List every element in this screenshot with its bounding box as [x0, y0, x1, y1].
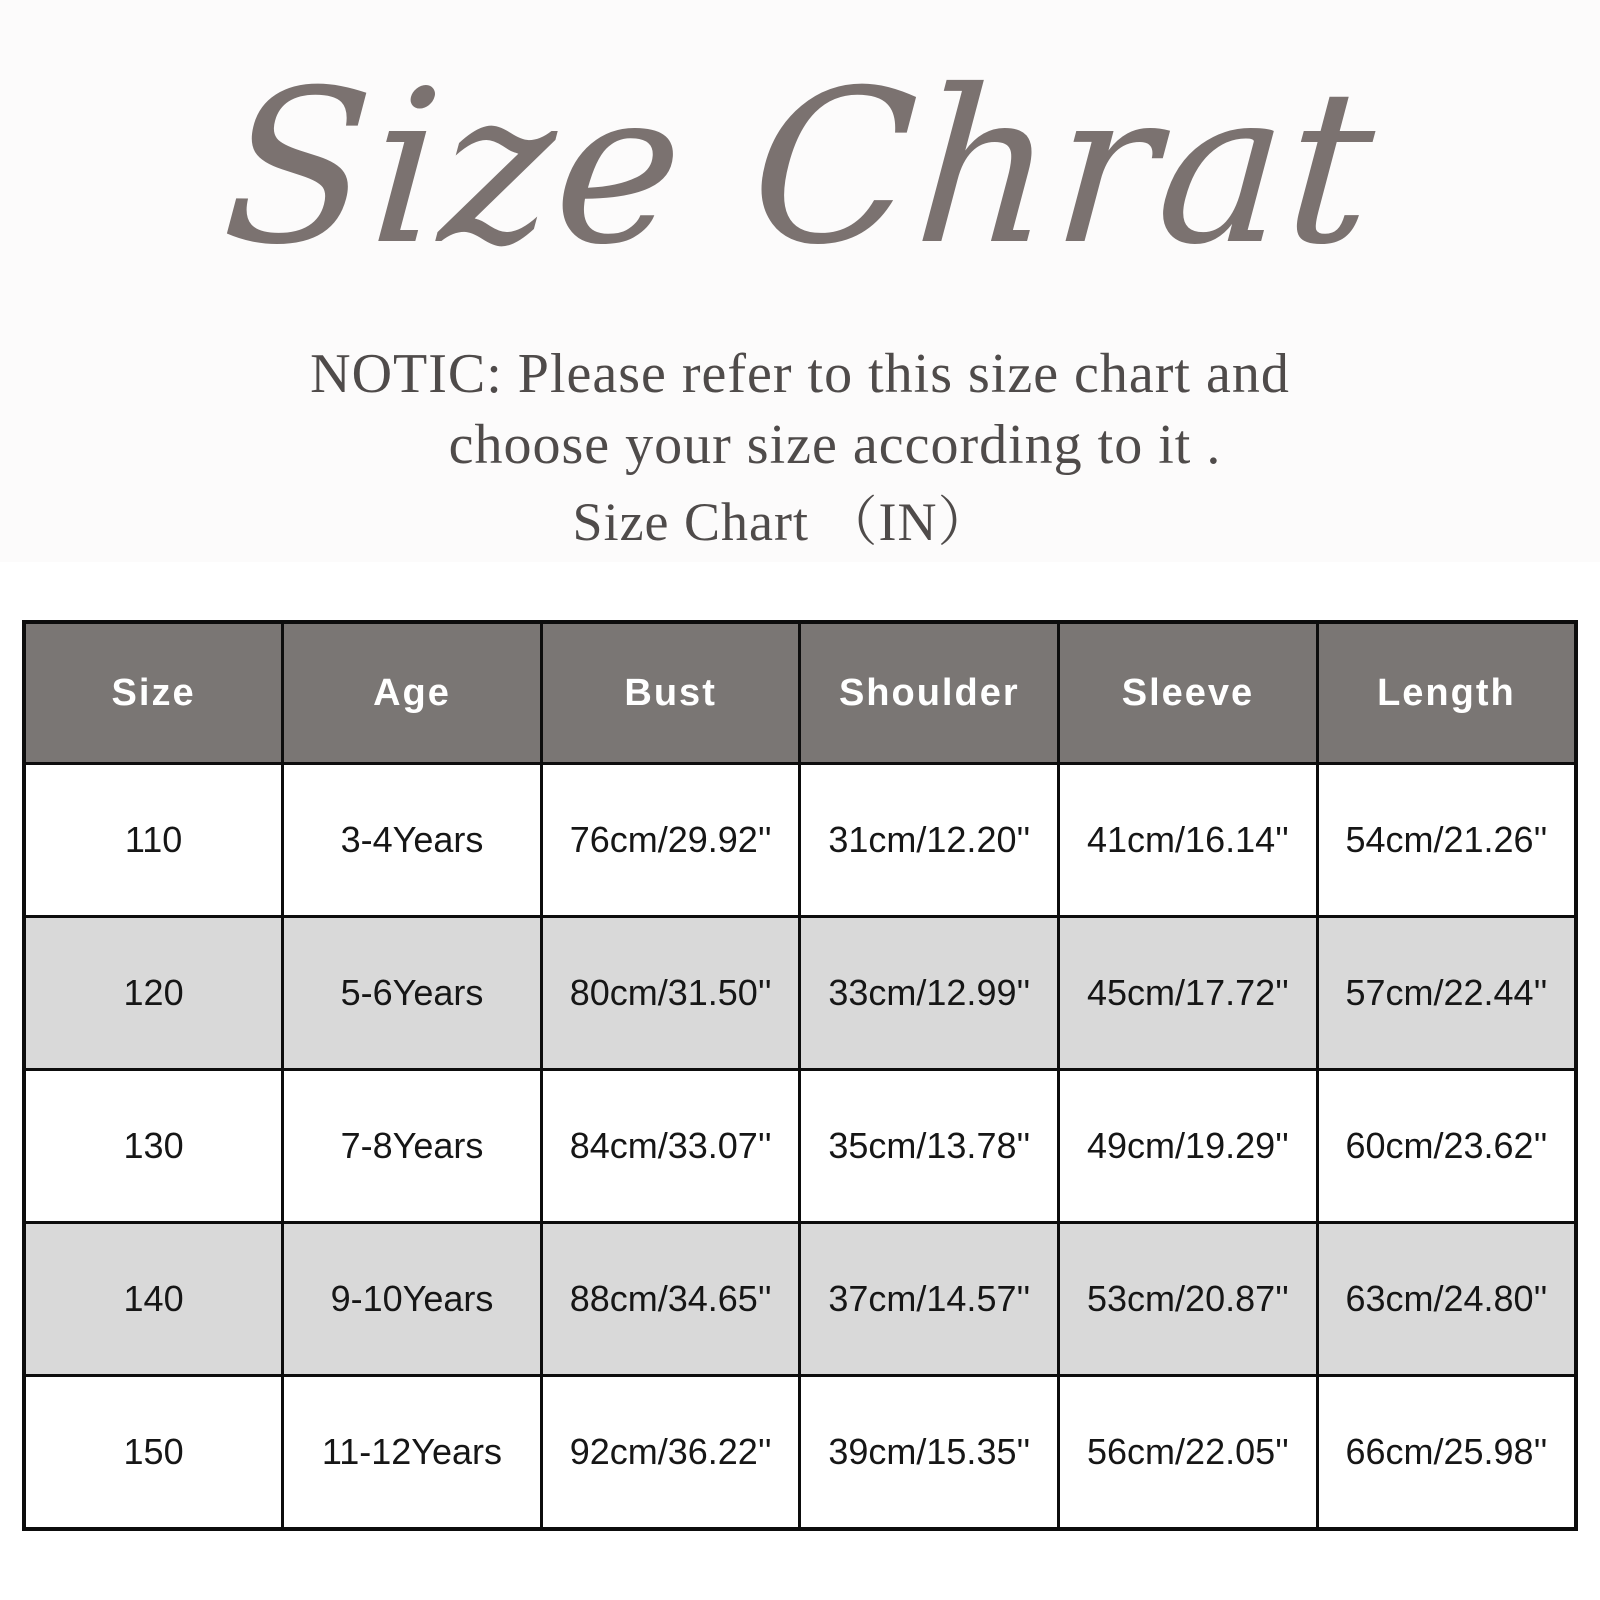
table-cell: 37cm/14.57''	[800, 1223, 1059, 1376]
table-row	[24, 1376, 1576, 1530]
table-cell: 92cm/36.22''	[541, 1376, 800, 1530]
table-cell: 150	[24, 1376, 283, 1530]
table-cell: 31cm/12.20''	[800, 764, 1059, 917]
header-cell-bust: Bust	[541, 622, 800, 764]
table-header	[24, 622, 1576, 764]
table-cell: 57cm/22.44''	[1317, 917, 1576, 1070]
table-cell: 84cm/33.07''	[541, 1070, 800, 1223]
notice-block	[0, 338, 1600, 564]
table-row	[24, 764, 1576, 917]
notice-line-1: NOTIC: Please refer to this size chart and	[310, 343, 1290, 405]
notice-line-2: choose your size according to it .	[448, 414, 1222, 476]
table-body	[24, 764, 1576, 1530]
table-cell: 120	[24, 917, 283, 1070]
table-cell: 76cm/29.92''	[541, 764, 800, 917]
table-cell: 110	[24, 764, 283, 917]
table-cell: 66cm/25.98''	[1317, 1376, 1576, 1530]
table-cell: 49cm/19.29''	[1059, 1070, 1318, 1223]
table-cell: 11-12Years	[283, 1376, 542, 1530]
table-cell: 80cm/31.50''	[541, 917, 800, 1070]
table-cell: 140	[24, 1223, 283, 1376]
table-cell: 88cm/34.65''	[541, 1223, 800, 1376]
table-cell: 63cm/24.80''	[1317, 1223, 1576, 1376]
table-row	[24, 917, 1576, 1070]
table-row	[24, 1223, 1576, 1376]
table-cell: 56cm/22.05''	[1059, 1376, 1318, 1530]
table-cell: 35cm/13.78''	[800, 1070, 1059, 1223]
table-cell: 60cm/23.62''	[1317, 1070, 1576, 1223]
table-cell: 45cm/17.72''	[1059, 917, 1318, 1070]
table-cell: 130	[24, 1070, 283, 1223]
size-chart-subtitle: Size Chart （IN）	[572, 492, 993, 552]
header-cell-sleeve: Sleeve	[1059, 622, 1318, 764]
table-cell: 41cm/16.14''	[1059, 764, 1318, 917]
table-cell: 5-6Years	[283, 917, 542, 1070]
table-cell: 54cm/21.26''	[1317, 764, 1576, 917]
table-cell: 9-10Years	[283, 1223, 542, 1376]
header-row	[24, 622, 1576, 764]
header-cell-shoulder: Shoulder	[800, 622, 1059, 764]
table-cell: 53cm/20.87''	[1059, 1223, 1318, 1376]
page-title: Size Chrat	[216, 44, 1384, 291]
header-cell-age: Age	[283, 622, 542, 764]
table-cell: 33cm/12.99''	[800, 917, 1059, 1070]
table-cell: 7-8Years	[283, 1070, 542, 1223]
header-cell-size: Size	[24, 622, 283, 764]
header-cell-length: Length	[1317, 622, 1576, 764]
table-cell: 3-4Years	[283, 764, 542, 917]
table-cell: 39cm/15.35''	[800, 1376, 1059, 1530]
table-row	[24, 1070, 1576, 1223]
size-chart-table	[22, 620, 1578, 1531]
